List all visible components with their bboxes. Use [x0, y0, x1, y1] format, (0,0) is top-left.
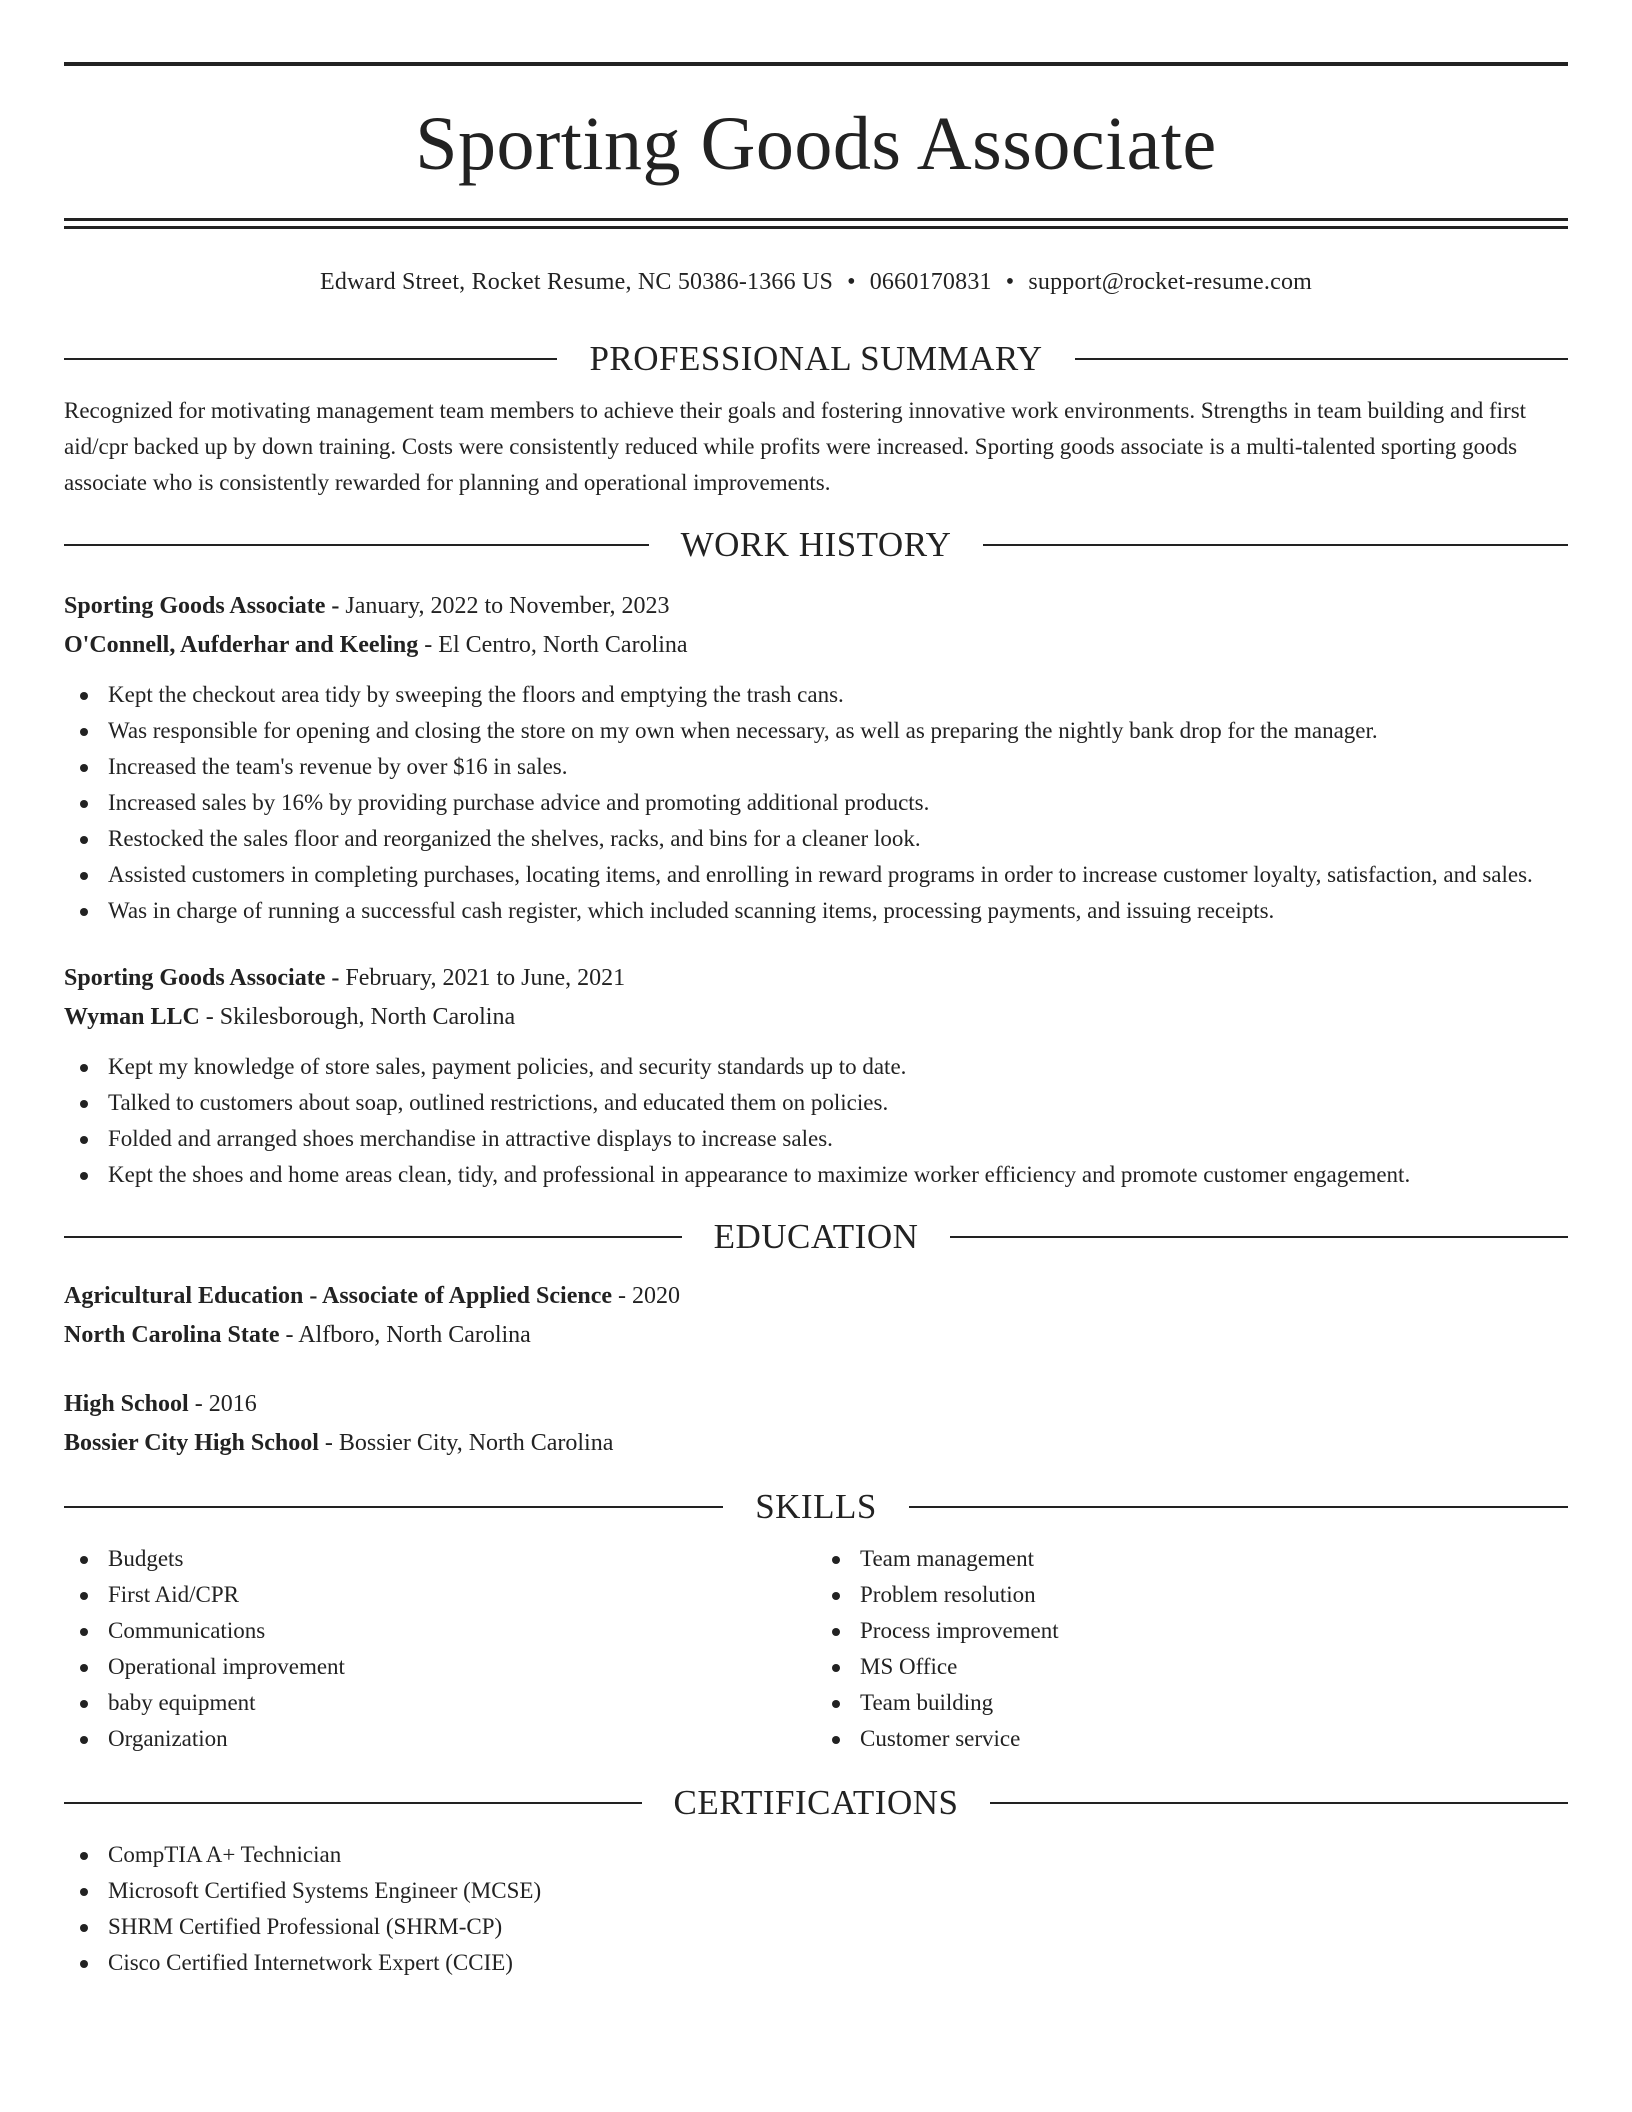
- list-item: SHRM Certified Professional (SHRM-CP): [64, 1909, 1568, 1945]
- list-item: baby equipment: [64, 1685, 816, 1721]
- list-item: Communications: [64, 1613, 816, 1649]
- list-item: Team management: [816, 1541, 1568, 1577]
- education-school-line: North Carolina State - Alfboro, North Carolina: [64, 1322, 531, 1348]
- section-rule: [64, 1802, 642, 1804]
- section-rule: [950, 1236, 1568, 1238]
- education-school: Bossier City High School: [64, 1430, 319, 1456]
- section-title: WORK HISTORY: [680, 525, 952, 564]
- list-item: Was in charge of running a successful cash register, which included scanning items, processing payments, and issuing receipts.: [64, 893, 1568, 929]
- contact-address: Edward Street, Rocket Resume, NC 50386-1366 US: [319, 269, 834, 295]
- list-item: First Aid/CPR: [64, 1577, 816, 1613]
- section-heading-summary: [64, 337, 1568, 381]
- list-item: Talked to customers about soap, outlined restrictions, and educated them on policies.: [64, 1085, 1568, 1121]
- list-item: Was responsible for opening and closing the store on my own when necessary, as well as preparing the nightly bank drop for the manager.: [64, 713, 1568, 749]
- job-company-line: O'Connell, Aufderhar and Keeling - El Centro, North Carolina: [64, 632, 688, 658]
- job-title-line: Sporting Goods Associate - January, 2022 to November, 2023: [64, 593, 670, 619]
- list-item: Cisco Certified Internetwork Expert (CCIE): [64, 1945, 1568, 1981]
- job-location: El Centro, North Carolina: [438, 632, 688, 658]
- education-degree: Agricultural Education - Associate of Applied Science: [64, 1283, 612, 1309]
- job-role: Sporting Goods Associate: [64, 965, 326, 991]
- section-heading-skills: [64, 1485, 1568, 1529]
- job-location: Skilesborough, North Carolina: [219, 1004, 516, 1030]
- skills-grid: [64, 1541, 1568, 1757]
- skills-column-left: [64, 1541, 816, 1757]
- education-entry: [64, 1277, 1568, 1355]
- section-heading-education: [64, 1215, 1568, 1259]
- section-rule: [64, 358, 557, 360]
- education-year: 2016: [208, 1391, 257, 1417]
- section-rule: [1075, 358, 1568, 360]
- job-company-line: Wyman LLC - Skilesborough, North Carolina: [64, 1004, 516, 1030]
- list-item: Team building: [816, 1685, 1568, 1721]
- education-school-line: Bossier City High School - Bossier City, North Carolina: [64, 1430, 614, 1456]
- list-item: Assisted customers in completing purchases, locating items, and enrolling in reward programs in order to increase customer loyalty, satisfaction, and sales.: [64, 857, 1568, 893]
- header-double-rule: [64, 218, 1568, 229]
- job-company: Wyman LLC: [64, 1004, 200, 1030]
- section-rule: [64, 1236, 682, 1238]
- list-item: Process improvement: [816, 1613, 1568, 1649]
- list-item: CompTIA A+ Technician: [64, 1837, 1568, 1873]
- section-rule: [64, 544, 649, 546]
- education-location: Alfboro, North Carolina: [298, 1322, 531, 1348]
- section-rule: [990, 1802, 1568, 1804]
- list-item: Customer service: [816, 1721, 1568, 1757]
- job-title-line: Sporting Goods Associate - February, 2021 to June, 2021: [64, 965, 626, 991]
- list-item: Budgets: [64, 1541, 816, 1577]
- education-degree-line: Agricultural Education - Associate of Applied Science - 2020: [64, 1283, 680, 1309]
- job-bullets: [64, 1049, 1568, 1193]
- skills-column-right: [816, 1541, 1568, 1757]
- list-item: Kept the checkout area tidy by sweeping the floors and emptying the trash cans.: [64, 677, 1568, 713]
- section-rule: [64, 1506, 723, 1508]
- job-bullets: [64, 677, 1568, 929]
- job-dates: January, 2022 to November, 2023: [345, 593, 670, 619]
- job-role: Sporting Goods Associate: [64, 593, 326, 619]
- contact-phone: 0660170831: [869, 269, 992, 295]
- contact-email: support@rocket-resume.com: [1028, 269, 1313, 295]
- list-item: Increased sales by 16% by providing purchase advice and promoting additional products.: [64, 785, 1568, 821]
- section-rule: [909, 1506, 1568, 1508]
- resume-title: Sporting Goods Associate: [415, 102, 1217, 186]
- summary-text: Recognized for motivating management team members to achieve their goals and fostering innovative work environments. Strengths in team building and first aid/cpr backed up by down training. Costs were consistently reduced while profits were increased. Sporting goods associate is a multi-talented sporting goods associate who is consistently rewarded for planning and operational improvements.: [64, 398, 1527, 495]
- list-item: Kept my knowledge of store sales, payment policies, and security standards up to date.: [64, 1049, 1568, 1085]
- contact-separator: •: [1005, 269, 1015, 295]
- education-school: North Carolina State: [64, 1322, 280, 1348]
- list-item: Folded and arranged shoes merchandise in attractive displays to increase sales.: [64, 1121, 1568, 1157]
- list-item: MS Office: [816, 1649, 1568, 1685]
- section-rule: [983, 544, 1568, 546]
- list-item: Kept the shoes and home areas clean, tidy, and professional in appearance to maximize worker efficiency and promote customer engagement.: [64, 1157, 1568, 1193]
- job-entry: [64, 587, 1568, 929]
- section-title: SKILLS: [755, 1487, 877, 1526]
- job-dates: February, 2021 to June, 2021: [345, 965, 626, 991]
- section-title: PROFESSIONAL SUMMARY: [589, 339, 1043, 378]
- education-degree: High School: [64, 1391, 189, 1417]
- list-item: Microsoft Certified Systems Engineer (MCSE): [64, 1873, 1568, 1909]
- education-year: 2020: [632, 1283, 680, 1309]
- education-degree-line: High School - 2016: [64, 1391, 257, 1417]
- education-location: Bossier City, North Carolina: [338, 1430, 614, 1456]
- job-entry: [64, 959, 1568, 1193]
- list-item: Problem resolution: [816, 1577, 1568, 1613]
- list-item: Operational improvement: [64, 1649, 816, 1685]
- list-item: Increased the team's revenue by over $16 in sales.: [64, 749, 1568, 785]
- section-title: EDUCATION: [713, 1217, 919, 1256]
- header-top-rule: [64, 62, 1568, 66]
- certifications-list: [64, 1837, 1568, 1981]
- job-company: O'Connell, Aufderhar and Keeling: [64, 632, 419, 658]
- section-heading-certifications: [64, 1781, 1568, 1825]
- section-title: CERTIFICATIONS: [673, 1783, 959, 1822]
- list-item: Restocked the sales floor and reorganized the shelves, racks, and bins for a cleaner look.: [64, 821, 1568, 857]
- list-item: Organization: [64, 1721, 816, 1757]
- contact-separator: •: [847, 269, 856, 295]
- contact-line: [64, 267, 1568, 297]
- education-entry: [64, 1385, 1568, 1463]
- section-heading-work-history: [64, 523, 1568, 567]
